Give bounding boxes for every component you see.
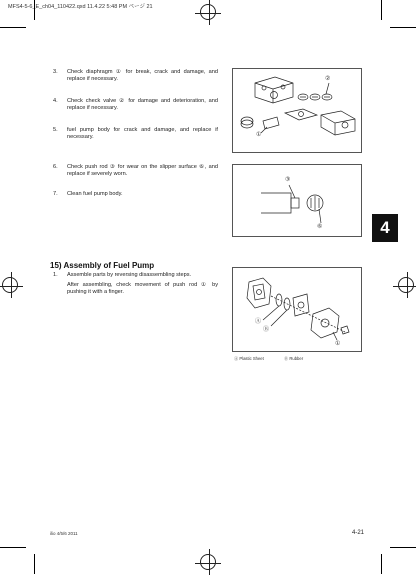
step-text: Check push rod ③ for wear on the slipper surface ⑥, and replace if severely worn. xyxy=(67,164,218,178)
caption-rubber: Ⓑ Rubber xyxy=(284,356,304,361)
step-number: 7. xyxy=(53,191,58,197)
assembly-step-1 xyxy=(53,272,218,304)
callout-2: ② xyxy=(325,76,331,82)
step-number: 6. xyxy=(53,164,58,170)
registration-mark-right xyxy=(398,277,414,293)
fuel-pump-parts-illustration xyxy=(233,69,363,154)
step-text-line1: Assemble parts by reversing disassembling steps. xyxy=(67,272,192,278)
step-number: 3. xyxy=(53,69,58,75)
registration-mark-left xyxy=(2,277,18,293)
step-text-line2: After assembling, check movement of push rod ① by pushing it with a finger. xyxy=(67,282,218,296)
callout-1: ① xyxy=(256,132,262,138)
page-number: 4-21 xyxy=(352,530,365,536)
pump-assembly-exploded-illustration xyxy=(233,268,363,353)
step-number: 5. xyxy=(53,127,58,133)
footer-model-label: ilio 4/5/6 2011 xyxy=(50,531,78,536)
step-number: 1. xyxy=(53,272,58,278)
registration-mark-bottom xyxy=(200,554,216,570)
print-slug: MFS4-5-6_E_ch04_110422.qxd 11.4.22 5:48 PM ページ 21 xyxy=(8,4,153,10)
registration-mark-top xyxy=(200,4,216,20)
push-rod-illustration xyxy=(233,165,363,238)
step-5 xyxy=(53,127,218,143)
step-text: fuel pump body for crack and damage, and replace if necessary. xyxy=(67,127,218,141)
callout-6: ⑥ xyxy=(317,224,323,230)
step-7 xyxy=(53,191,218,199)
figure-push-rod xyxy=(232,164,362,237)
figure-pump-assembly xyxy=(232,267,362,352)
figure-diaphragm-check-valve xyxy=(232,68,362,153)
step-4 xyxy=(53,98,218,114)
chapter-tab: 4 xyxy=(372,214,398,242)
callout-1: ① xyxy=(335,341,341,347)
step-6 xyxy=(53,164,218,180)
step-text: Check diaphragm ① for break, crack and damage, and replace if necessary. xyxy=(67,69,218,83)
step-text: Check check valve ② for damage and deterioration, and replace if necessary. xyxy=(67,98,218,112)
callout-b: Ⓑ xyxy=(263,327,270,333)
callout-3: ③ xyxy=(285,177,291,183)
caption-plastic-sheet: Ⓐ Plastic Sheet xyxy=(234,356,264,361)
step-number: 4. xyxy=(53,98,58,104)
step-3 xyxy=(53,69,218,85)
step-text: Clean fuel pump body. xyxy=(67,191,123,197)
section-heading: 15) Assembly of Fuel Pump xyxy=(50,261,155,270)
callout-a: Ⓐ xyxy=(255,319,262,325)
